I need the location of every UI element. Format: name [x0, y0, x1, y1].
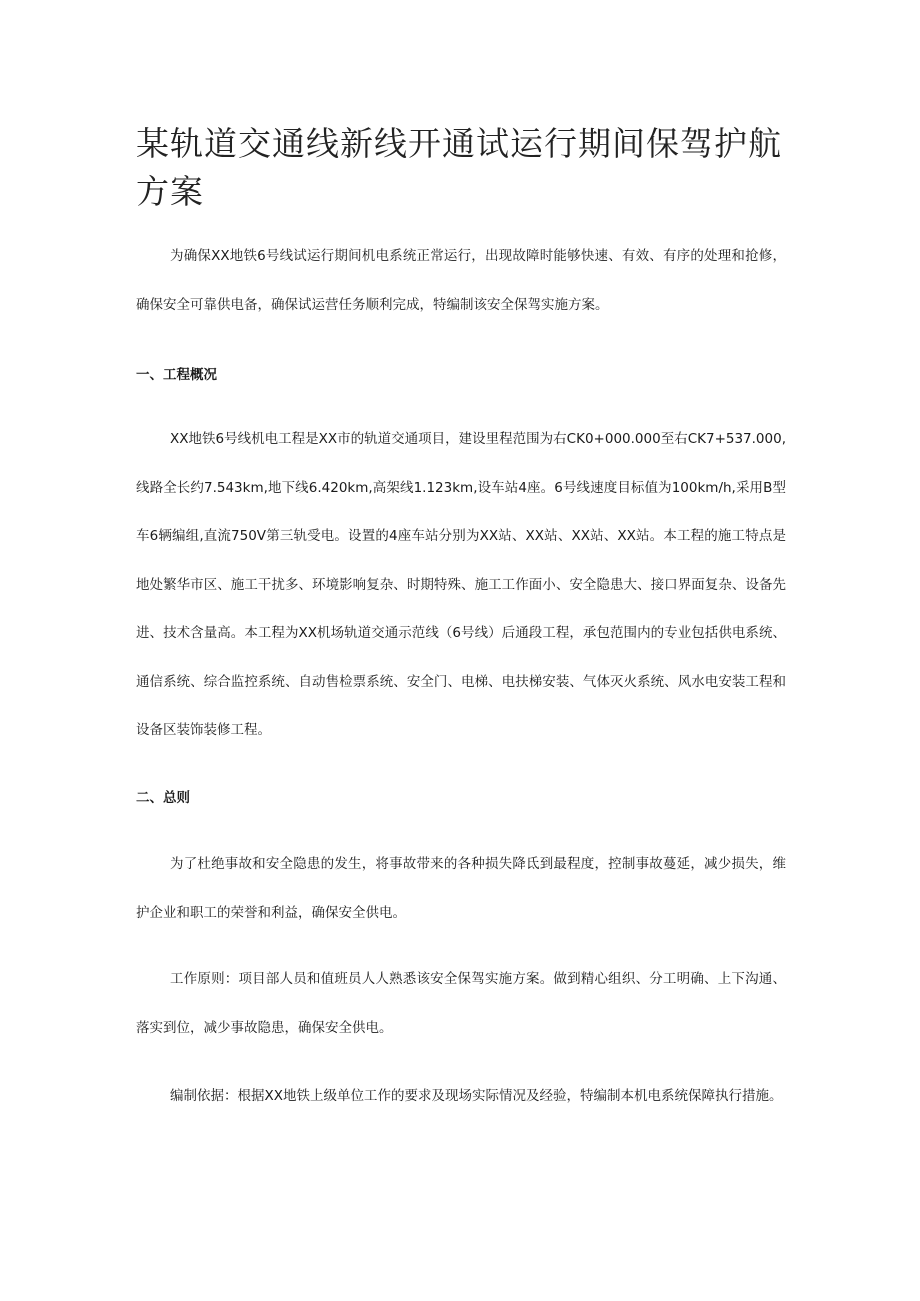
- general-paragraph-basis: 编制依据：根据XX地铁上级单位工作的要求及现场实际情况及经验，特编制本机电系统保障执行措施。: [170, 1088, 783, 1104]
- general-paragraph-principles: 工作原则：项目部人员和值班员人人熟悉该安全保驾实施方案。做到精心组织、分工明确、上下沟通、落实到位，减少事故隐患，确保安全供电。: [136, 971, 786, 1036]
- overview-paragraph: XX地铁6号线机电工程是XX市的轨道交通项目，建设里程范围为右CK0+000.000至右CK7+537.000,线路全长约7.543km,地下线6.420km,高架线1.123km,设车站4座。6号线速度目标值为100km/h,采用B型车6辆编组,直流750V第三轨受电。设置的4座车站分别为XX站、XX站、XX站、XX站。本工程的施工特点是地处繁华市区、施工干扰多、环境影响复杂、时期特殊、施工工作面小、安全隐患大、接口界面复杂、设备先进、技术含量高。本工程为XX机场轨道交通示范线（6号线）后通段工程，承包范围内的专业包括供电系统、通信系统、综合监控系统、自动售检票系统、安全门、电梯、电扶梯安装、气体灭火系统、风水电安装工程和设备区装饰装修工程。: [136, 431, 786, 738]
- section-heading-overview: 一、工程概况: [136, 367, 217, 383]
- section-heading-general: 二、总则: [136, 790, 190, 806]
- document-title: 某轨道交通线新线开通试运行期间保驾护航方案: [136, 124, 782, 211]
- general-paragraph-purpose: 为了杜绝事故和安全隐患的发生，将事故带来的各种损失降氐到最程度，控制事故蔓延，减少损失，维护企业和职工的荣誉和利益，确保安全供电。: [136, 856, 786, 921]
- intro-paragraph: 为确保XX地铁6号线试运行期间机电系统正常运行，出现故障时能够快速、有效、有序的处理和抢修，确保安全可靠供电备，确保试运营任务顺利完成，特编制该安全保驾实施方案。: [136, 248, 786, 313]
